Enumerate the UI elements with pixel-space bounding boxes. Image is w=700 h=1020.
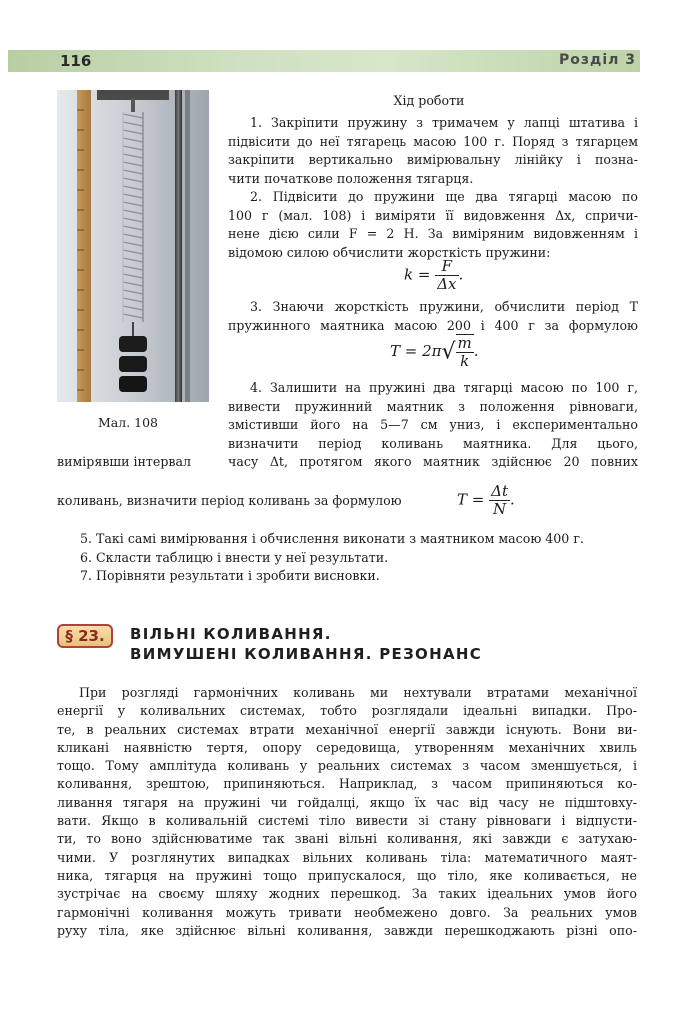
step-4-line: визначити період коливань маятника. Для цього, — [228, 435, 638, 451]
step-1 — [228, 114, 638, 188]
spring-pendulum-photo — [57, 90, 209, 402]
formula-period — [390, 334, 479, 370]
step-4-line: коливань, визначити період коливань за формулою — [57, 493, 402, 508]
work-title: Хід роботи — [393, 93, 465, 108]
section-label: Розділ 3 — [559, 52, 636, 68]
formula-fraction — [456, 334, 474, 370]
step-4-line: змістивши його на 5—7 см униз, і експериментально — [228, 417, 638, 433]
figure-caption: Мал. 108 — [98, 415, 158, 430]
step-2-line: 2. Підвісити до пружини ще два тягарці масою по — [250, 189, 638, 204]
step-4-wide-right — [228, 453, 638, 472]
step-1-line: підвісити до неї тягарець масою 100 г. Поряд з тягарцем — [228, 133, 638, 149]
formula-numerator: Δt — [491, 482, 508, 500]
step-2 — [228, 188, 638, 262]
formula-fraction — [489, 483, 510, 518]
body-line: ника, тягарця на пружині тощо припускалося, що тіло, яке коливається, не — [57, 867, 637, 883]
body-line: ливання тягаря на пружині чи гойдалці, якщо їх час від часу не підштовху- — [57, 794, 637, 810]
formula-lhs: T = — [457, 490, 485, 509]
body-line: руху тіла, яке здійснює вільні коливання, завжди перешкоджають різні опо- — [57, 922, 637, 938]
step-1-line: закріпити вертикально вимірювальну лінійку і позна- — [228, 152, 638, 168]
section-title-line-2: ВИМУШЕНІ КОЛИВАННЯ. РЕЗОНАНС — [130, 645, 483, 663]
formula-denominator: N — [493, 500, 507, 518]
formula-end: . — [458, 265, 464, 284]
step-4 — [228, 379, 638, 453]
body-line: енергії у коливальних системах, тобто розглядали ідеальні випадки. Про- — [57, 703, 637, 719]
step-4-line: 4. Залишити на пружині два тягарці масою по 100 г, — [250, 380, 638, 395]
formula-period-count — [457, 483, 515, 518]
step-2-line: нене дією сили F = 2 Н. За виміряним видовженням і — [228, 226, 638, 242]
page-header-band — [8, 50, 640, 72]
step-3-line: пружинного маятника масою 200 і 400 г за формулою — [228, 317, 638, 333]
formula-end: . — [473, 342, 479, 360]
step-4-end — [57, 492, 457, 511]
formula-stiffness — [404, 258, 463, 293]
body-line: При розгляді гармонічних коливань ми нехтували втратами механічної — [79, 685, 637, 700]
step-4-line: часу Δt, протягом якого маятник здійснює 20 повних — [228, 454, 638, 469]
formula-numerator: m — [457, 334, 472, 352]
section-title-line-1: ВІЛЬНІ КОЛИВАННЯ. — [130, 625, 332, 643]
step-3-line: 3. Знаючи жорсткість пружини, обчислити період T — [250, 299, 638, 314]
steps-5-7 — [80, 530, 640, 586]
step-1-line: чити початкове положення тягарця. — [228, 170, 474, 186]
spring-pendulum-illustration — [57, 90, 209, 402]
section-badge: § 23. — [57, 624, 113, 648]
step-1-line: 1. Закріпити пружину з тримачем у лапці штатива і — [250, 115, 638, 130]
body-line: те, в реальних системах втрати механічної енергії завжди існують. Вони ви- — [57, 721, 637, 737]
formula-lhs: k = — [404, 265, 431, 284]
formula-fraction — [435, 258, 458, 293]
formula-numerator: F — [435, 258, 458, 276]
formula-lhs: T = 2π — [390, 342, 442, 360]
step-3 — [228, 298, 638, 335]
body-line: чими. У розглянутих випадках вільних коливань тіла: математичного маят- — [57, 849, 637, 865]
page-number: 116 — [60, 52, 92, 70]
step-4-wide-left — [57, 453, 227, 472]
formula-denominator: k — [460, 352, 470, 370]
body-paragraph — [57, 684, 637, 940]
step-2-line: відомою силою обчислити жорсткість пружини: — [228, 244, 551, 260]
step-4-line: вимірявши інтервал — [57, 454, 192, 469]
body-line: кликані наявністю тертя, опору середовища, утворенням механічних хвиль — [57, 739, 637, 755]
step-7: 7. Порівняти результати і зробити висновки. — [80, 568, 380, 584]
body-line: ти, то воно здійснюватиме так звані вільні коливання, які завжди є затухаю- — [57, 831, 637, 847]
sqrt-sign: √ — [441, 339, 456, 365]
body-line: зустрічає на своєму шляху жодних перешкод. За таких ідеальних умов його — [57, 886, 637, 902]
body-line: вати. Якщо в коливальній системі тіло вивести зі стану рівноваги і відпусти- — [57, 813, 637, 829]
body-line: коливання, зрештою, припиняються. Наприклад, з часом припиняються ко- — [57, 776, 637, 792]
body-line: гармонічні коливання можуть тривати необмежено довго. За реальних умов — [57, 904, 637, 920]
formula-denominator: Δx — [437, 275, 457, 293]
step-5: 5. Такі самі вимірювання і обчислення виконати з маятником масою 400 г. — [80, 531, 584, 546]
step-2-line: 100 г (мал. 108) і виміряти її видовження Δx, спричи- — [228, 207, 638, 223]
body-line: тощо. Тому амплітуда коливань у реальних системах з часом зменшується, і — [57, 758, 637, 774]
formula-end: . — [510, 490, 515, 509]
step-6: 6. Скласти таблицю і внести у неї результати. — [80, 549, 389, 565]
step-4-line: вивести пружинний маятник з положення рівноваги, — [228, 398, 638, 414]
